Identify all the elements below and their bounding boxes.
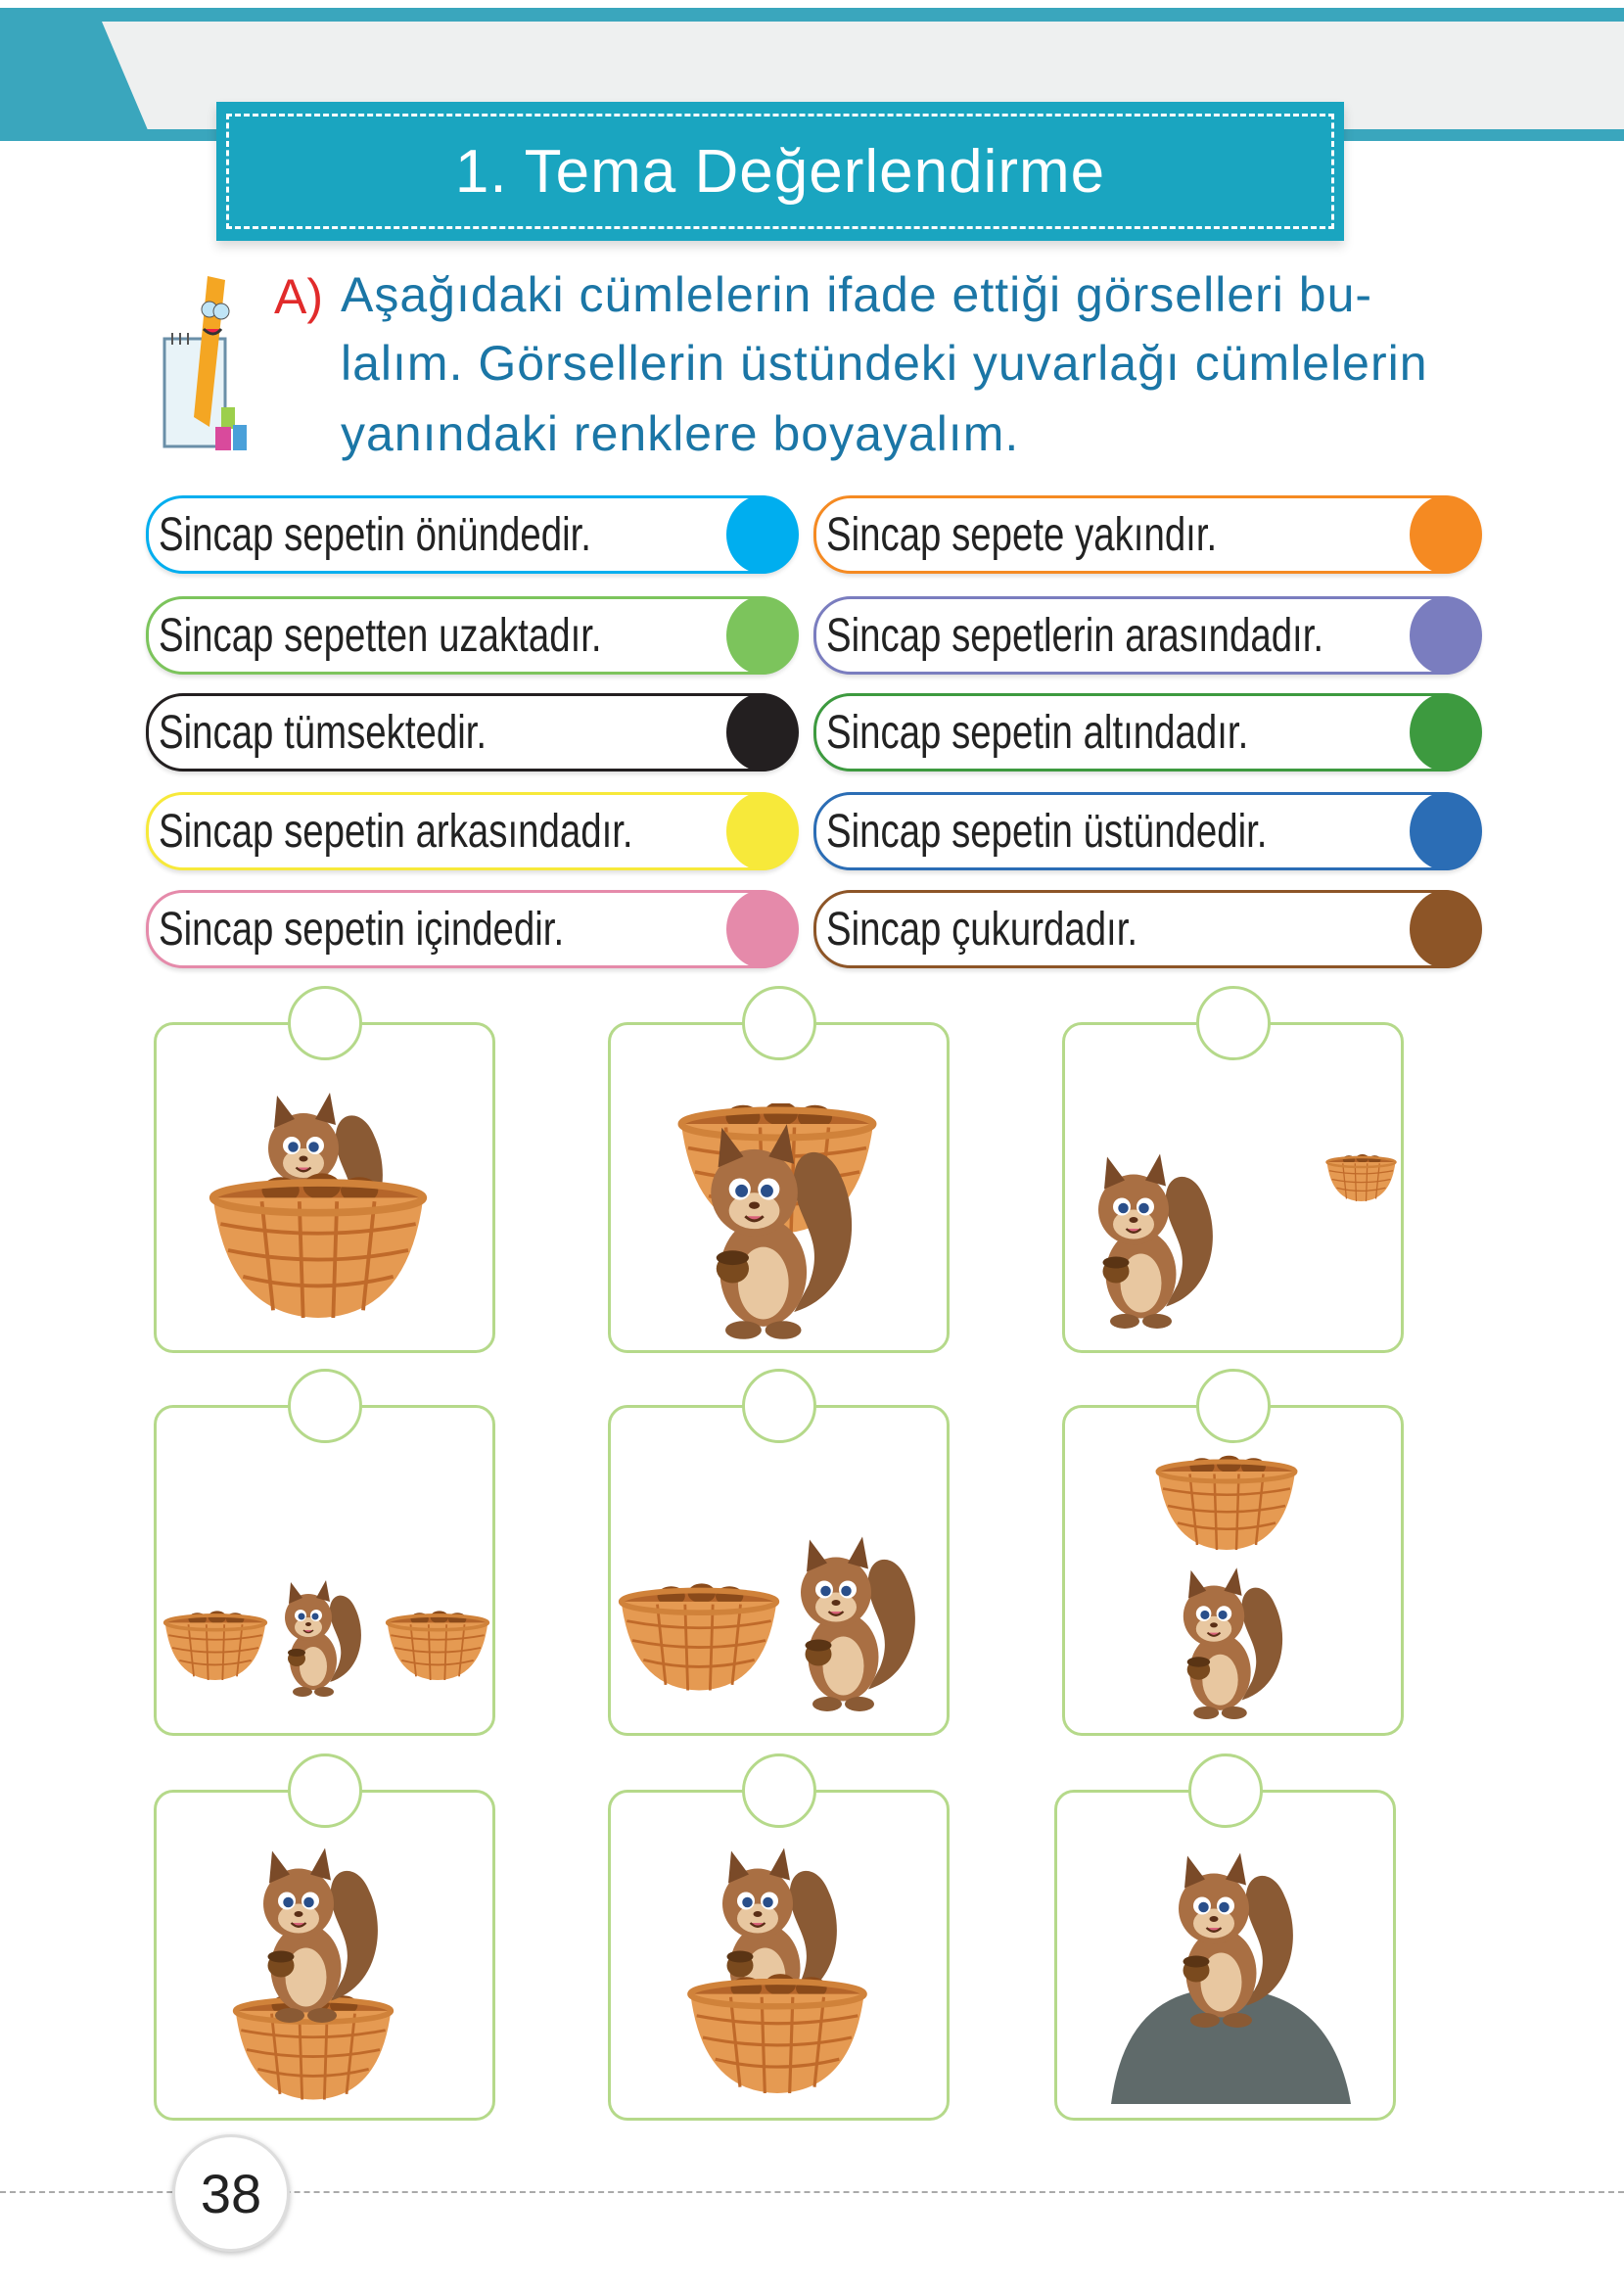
- sentence-pill: [813, 890, 1481, 968]
- picture-card-in-front: [608, 1022, 950, 1353]
- color-swatch: [726, 495, 799, 574]
- page-number: 38: [172, 2134, 290, 2252]
- color-swatch: [1410, 792, 1482, 870]
- sentence-pill: [146, 890, 798, 968]
- sentence-text: Sincap sepetin önündedir.: [159, 509, 591, 561]
- picture-card-in-basket: [154, 1022, 495, 1353]
- sentence-pill: [146, 693, 798, 771]
- squirrel-near-basket-image: [611, 1408, 947, 1733]
- picture-card-under: [1062, 1405, 1404, 1736]
- squirrel-under-basket-image: [1065, 1408, 1401, 1733]
- sentence-text: Sincap sepetin altındadır.: [826, 707, 1249, 759]
- pencil-notebook-icon: [161, 270, 262, 456]
- picture-card-behind: [608, 1790, 950, 2121]
- squirrel-in-front-of-basket-image: [611, 1025, 947, 1350]
- color-swatch: [1410, 693, 1482, 771]
- squirrel-between-baskets-image: [157, 1408, 492, 1733]
- sentence-text: Sincap sepetin arkasındadır.: [159, 806, 633, 858]
- sentence-pill: [146, 596, 798, 675]
- title-banner: [216, 102, 1344, 241]
- picture-card-on-top: [154, 1790, 495, 2121]
- sentence-text: Sincap sepetin içindedir.: [159, 904, 565, 956]
- sentence-text: Sincap sepete yakındır.: [826, 509, 1218, 561]
- color-swatch: [726, 596, 799, 675]
- squirrel-on-hill-image: [1057, 1793, 1393, 2118]
- page-title: 1. Tema Değerlendirme: [454, 137, 1106, 206]
- sentence-pill: [813, 693, 1481, 771]
- color-swatch: [1410, 890, 1482, 968]
- instruction-line-1: Aşağıdaki cümlelerin ifade ettiği görselleri bu-: [341, 267, 1373, 322]
- sentence-text: Sincap sepetten uzaktadır.: [159, 610, 602, 662]
- picture-card-far: [1062, 1022, 1404, 1353]
- sentence-text: Sincap sepetlerin arasındadır.: [826, 610, 1324, 662]
- squirrel-behind-basket-image: [611, 1793, 947, 2118]
- picture-card-near: [608, 1405, 950, 1736]
- squirrel-far-from-basket-image: [1065, 1025, 1401, 1350]
- color-swatch: [1410, 495, 1482, 574]
- sentence-pill: [813, 792, 1481, 870]
- sentence-pill: [813, 596, 1481, 675]
- color-swatch: [726, 890, 799, 968]
- sentence-pill: [146, 495, 798, 574]
- color-swatch: [726, 792, 799, 870]
- picture-card-between: [154, 1405, 495, 1736]
- picture-card-on-hill: [1054, 1790, 1396, 2121]
- instruction-line-2: lalım. Görsellerin üstündeki yuvarlağı cümlelerin: [341, 336, 1428, 391]
- color-swatch: [1410, 596, 1482, 675]
- sentence-text: Sincap sepetin üstündedir.: [826, 806, 1268, 858]
- title-dashed-frame: [226, 114, 1334, 229]
- instruction-label: A): [274, 269, 323, 324]
- sentence-text: Sincap çukurdadır.: [826, 904, 1138, 956]
- sentence-pill: [813, 495, 1481, 574]
- instruction-line-3: yanındaki renklere boyayalım.: [341, 406, 1020, 461]
- color-swatch: [726, 693, 799, 771]
- squirrel-on-basket-image: [157, 1793, 492, 2118]
- squirrel-in-basket-image: [157, 1025, 492, 1350]
- sentence-text: Sincap tümsektedir.: [159, 707, 487, 759]
- sentence-pill: [146, 792, 798, 870]
